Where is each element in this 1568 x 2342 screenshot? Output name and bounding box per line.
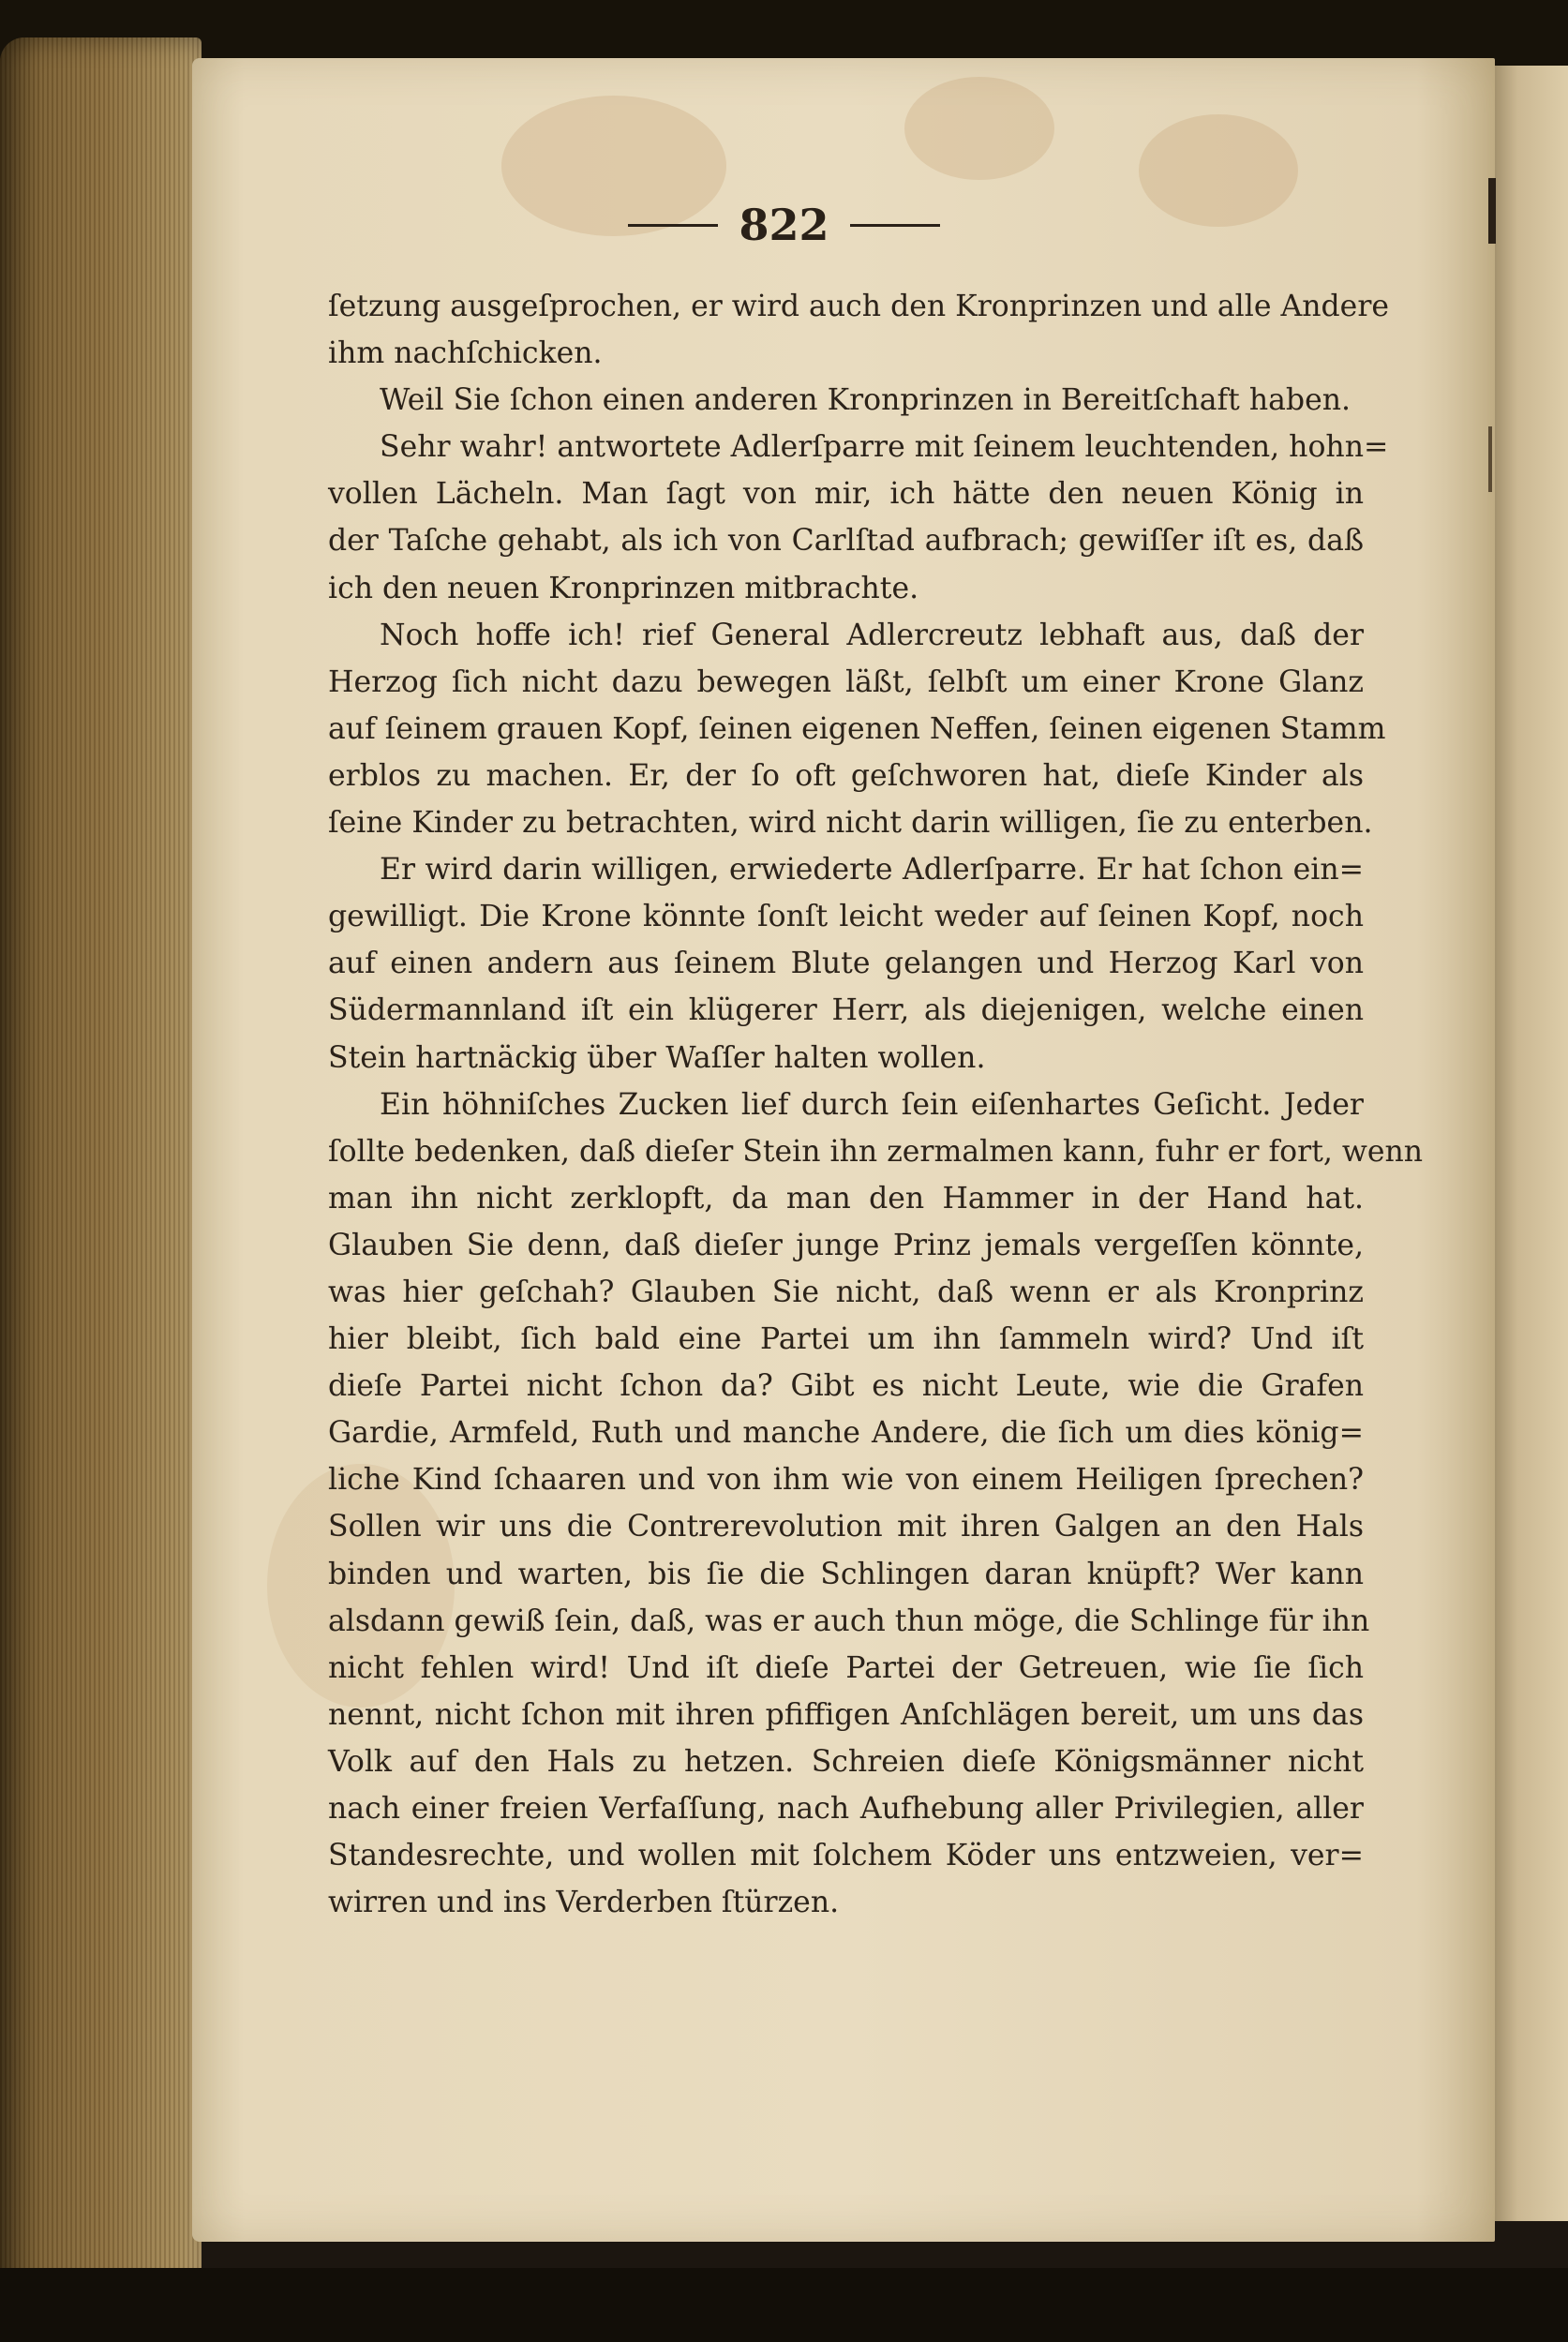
text-line: Südermannland iſt ein klügerer Herr, als diejenigen, welche einen	[328, 993, 1364, 1028]
text-line: Noch hoffe ich! rief General Adlercreutz lebhaft aus, daß der	[380, 618, 1364, 652]
text-line: ſeine Kinder zu betrachten, wird nicht darin willigen, ſie zu enterben.	[328, 806, 1373, 841]
background-top	[0, 0, 1568, 66]
text-line: gewilligt. Die Krone könnte ſonſt leicht weder auf ſeinen Kopf, noch	[328, 900, 1364, 934]
body-text	[328, 283, 1424, 1926]
paper-stain	[904, 77, 1054, 180]
text-line: Standesrechte, und wollen mit ſolchem Köder uns entzweien, ver=	[328, 1839, 1364, 1873]
facing-page-edge	[1490, 66, 1568, 2221]
text-line: auf ſeinem grauen Kopf, ſeinen eigenen Neffen, ſeinen eigenen Stamm	[328, 711, 1386, 746]
text-line: nicht fehlen wird! Und iſt dieſe Partei der Getreuen, wie ſie ſich	[328, 1650, 1364, 1685]
ink-mark	[1488, 426, 1492, 492]
text-line: dieſe Partei nicht ſchon da? Gibt es nicht Leute, wie die Grafen	[328, 1369, 1364, 1404]
text-line: erblos zu machen. Er, der ſo oft geſchworen hat, dieſe Kinder als	[328, 758, 1364, 793]
text-line: ihm nachſchicken.	[328, 336, 603, 371]
text-line: ſollte bedenken, daß dieſer Stein ihn zermalmen kann, fuhr er fort, wenn	[328, 1134, 1424, 1169]
text-line: auf einen andern aus ſeinem Blute gelangen und Herzog Karl von	[328, 947, 1364, 981]
text-line: was hier geſchah? Glauben Sie nicht, daß wenn er als Kronprinz	[328, 1275, 1364, 1309]
text-line: Stein hartnäckig über Waſſer halten wollen.	[328, 1040, 986, 1075]
text-line: Sehr wahr! antwortete Adlerſparre mit ſeinem leuchtenden, hohn=	[380, 430, 1389, 465]
text-line: nach einer freien Verfaſſung, nach Aufhebung aller Privilegien, aller	[328, 1792, 1364, 1826]
header-rule-right	[850, 224, 940, 227]
text-line: ich den neuen Kronprinzen mitbrachte.	[328, 571, 919, 605]
background-bottom	[0, 2268, 1568, 2342]
text-line: nennt, nicht ſchon mit ihren pfiffigen Anſchlägen bereit, um uns das	[328, 1697, 1364, 1732]
page-header	[0, 192, 1568, 258]
text-line: Weil Sie ſchon einen anderen Kronprinzen in Bereitſchaft haben.	[380, 383, 1351, 418]
text-line: vollen Lächeln. Man ſagt von mir, ich hätte den neuen König in	[328, 477, 1364, 512]
text-line: Ein höhniſches Zucken lief durch ſein eiſenhartes Geſicht. Jeder	[380, 1087, 1364, 1122]
text-line: alsdann gewiß ſein, daß, was er auch thun möge, die Schlinge für ihn	[328, 1604, 1370, 1638]
text-line: Er wird darin willigen, erwiederte Adlerſparre. Er hat ſchon ein=	[380, 853, 1364, 888]
text-line: liche Kind ſchaaren und von ihm wie von einem Heiligen ſprechen?	[328, 1463, 1364, 1498]
text-line: hier bleibt, ſich bald eine Partei um ihn ſammeln wird? Und iſt	[328, 1322, 1364, 1357]
text-line: binden und warten, bis ſie die Schlingen daran knüpft? Wer kann	[328, 1557, 1364, 1591]
text-line: der Taſche gehabt, als ich von Carlſtad aufbrach; gewiſſer iſt es, daß	[328, 524, 1364, 559]
text-line: ſetzung ausgeſprochen, er wird auch den Kronprinzen und alle Andere	[328, 290, 1390, 323]
text-line: Gardie, Armfeld, Ruth und manche Andere, die ſich um dies könig=	[328, 1416, 1364, 1451]
page-block-edge	[0, 37, 202, 2324]
text-line: man ihn nicht zerklopft, da man den Hammer in der Hand hat.	[328, 1181, 1364, 1216]
text-line: wirren und ins Verderben ſtürzen.	[328, 1886, 840, 1920]
text-line: Herzog ſich nicht dazu bewegen läßt, ſelbſt um einer Krone Glanz	[328, 664, 1364, 699]
text-line: Glauben Sie denn, daß dieſer junge Prinz jemals vergeſſen könnte,	[328, 1228, 1364, 1262]
header-rule-left	[628, 224, 718, 227]
page-number: 822	[739, 200, 829, 250]
text-line: Sollen wir uns die Contrerevolution mit ihren Galgen an den Hals	[328, 1510, 1364, 1544]
text-line: Volk auf den Hals zu hetzen. Schreien dieſe Königsmänner nicht	[328, 1744, 1364, 1779]
